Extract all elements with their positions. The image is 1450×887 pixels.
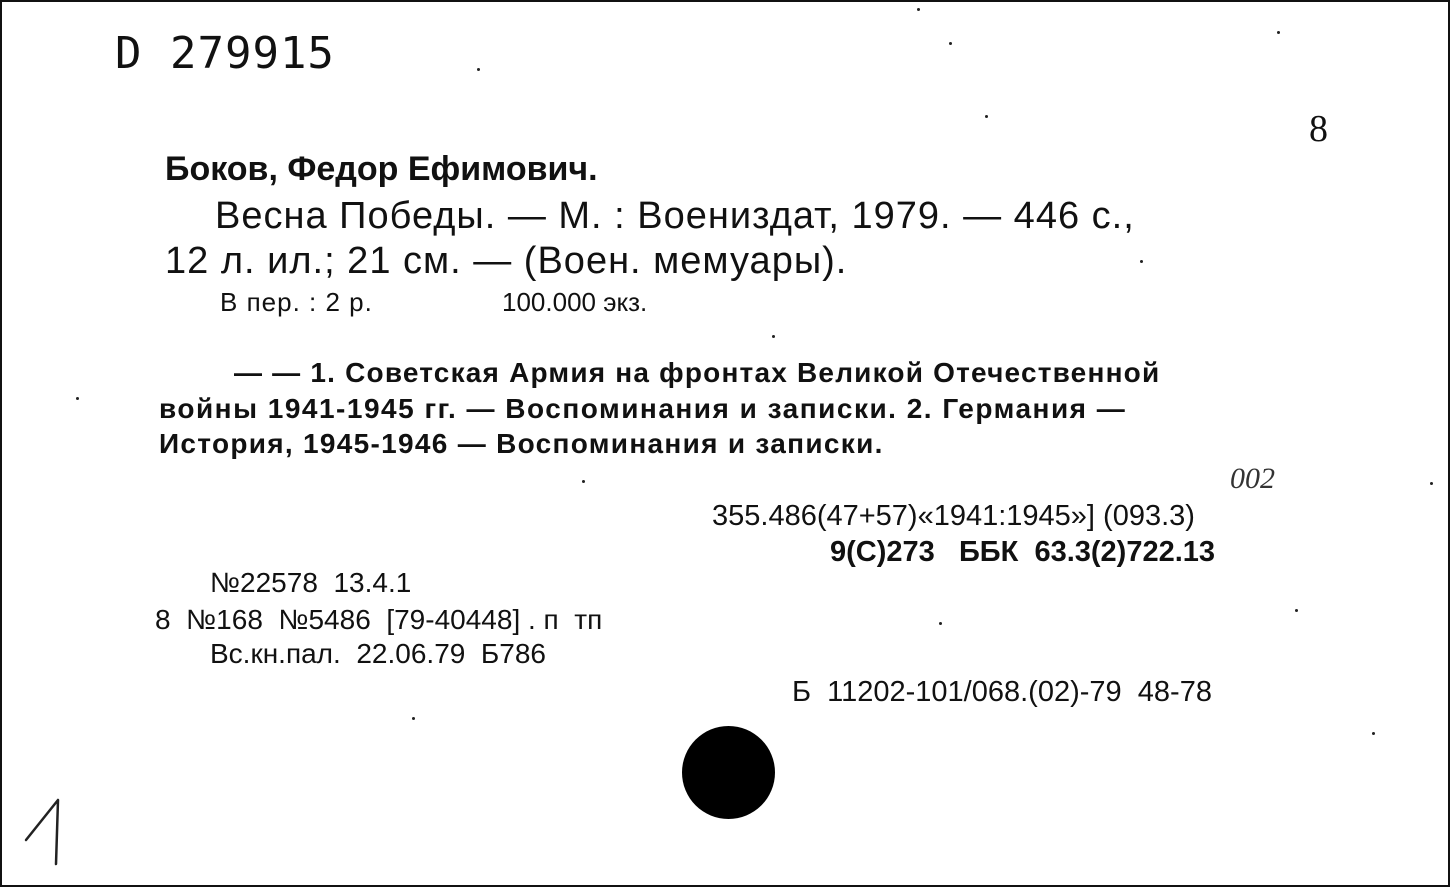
handwritten-mark-1 [22, 792, 72, 872]
order-line-2: 8 №168 №5486 [79-40448] . п тп [155, 604, 603, 635]
subject-line-2: войны 1941-1945 гг. — Воспоминания и записки. 2. Германия — [159, 393, 1127, 424]
order-line-1: №22578 13.4.1 [210, 567, 412, 598]
dust-speck [949, 42, 952, 45]
bbk-line: 9(С)273 ББК 63.3(2)722.13 [830, 536, 1216, 568]
dust-speck [477, 68, 480, 71]
handwritten-code: 002 [1230, 462, 1275, 495]
circulation: 100.000 экз. [502, 287, 648, 317]
author-heading: Боков, Федор Ефимович. [165, 150, 598, 188]
punch-hole [682, 726, 775, 819]
dust-speck [1372, 732, 1375, 735]
inventory-number: D 279915 [115, 28, 335, 79]
title-line-2: 12 л. ил.; 21 см. — (Воен. мемуары). [165, 240, 848, 282]
title-line-1: Весна Победы. — М. : Воениздат, 1979. — 446 с., [215, 195, 1135, 237]
order-line-3: Вс.кн.пал. 22.06.79 Б786 [210, 638, 546, 669]
subject-line-1: — — 1. Советская Армия на фронтах Великой Отечественной [234, 357, 1161, 388]
dust-speck [412, 717, 415, 720]
dust-speck [917, 8, 920, 11]
dust-speck [1277, 31, 1280, 34]
dust-speck [1295, 609, 1298, 612]
dust-speck [1430, 482, 1433, 485]
dust-speck [939, 622, 942, 625]
dust-speck [985, 115, 988, 118]
dust-speck [582, 480, 585, 483]
subject-line-3: История, 1945-1946 — Воспоминания и записки. [159, 428, 884, 459]
price-line: В пер. : 2 р. [220, 287, 373, 317]
dust-speck [76, 397, 79, 400]
dust-speck [772, 335, 775, 338]
class-mark: 8 [1309, 108, 1328, 150]
dust-speck [1140, 260, 1143, 263]
udc-index: 355.486(47+57)«1941:1945»] (093.3) [712, 500, 1195, 532]
publisher-code: Б 11202-101/068.(02)-79 48-78 [792, 676, 1212, 708]
